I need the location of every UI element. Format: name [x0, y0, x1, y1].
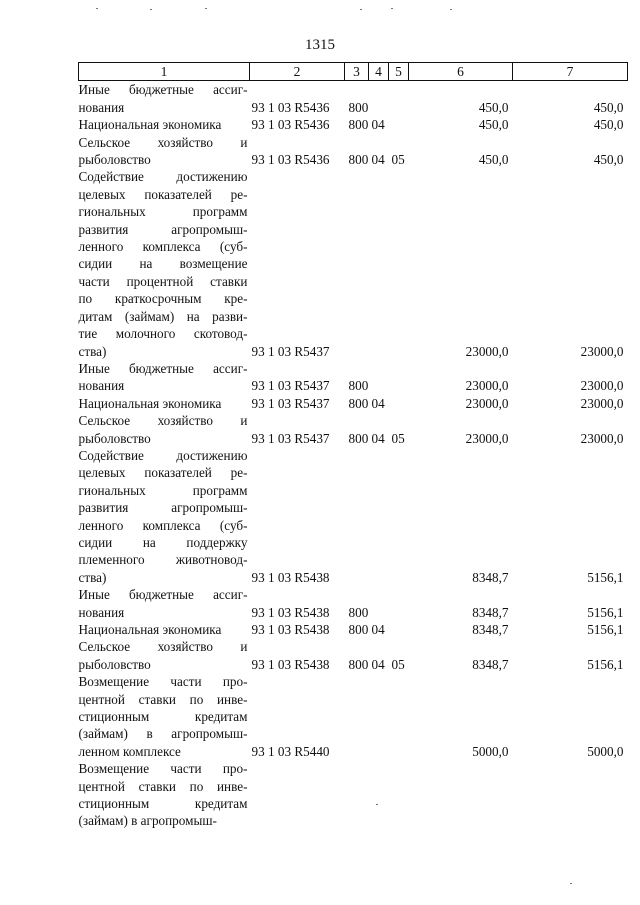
- row-name-cell: [79, 395, 250, 412]
- row-name-line: целевых показателей ре-: [78, 186, 248, 202]
- column-header-7: 7: [513, 63, 628, 81]
- row-c3-cell: 800: [348, 430, 369, 446]
- table-body: [79, 81, 628, 830]
- row-c5-cell: [389, 395, 409, 412]
- row-name-line: рыболовство: [78, 430, 151, 446]
- row-name-line: гиональных программ: [78, 204, 248, 220]
- row-c3-cell: 800: [348, 99, 369, 115]
- row-code-cell: 93 1 03 R5436: [251, 117, 330, 133]
- row-c6-cell: 8348,7: [472, 622, 509, 637]
- row-c6-cell: 450,0: [478, 99, 509, 115]
- row-c5-cell: [389, 447, 409, 586]
- row-name-line: ленном комплексе: [78, 743, 181, 759]
- column-header-4: 4: [369, 63, 389, 81]
- row-name-line: развития агропромыш-: [78, 221, 248, 237]
- row-c6-cell: 23000,0: [465, 378, 509, 394]
- table-row: [79, 638, 628, 673]
- row-c5-cell: [389, 586, 409, 621]
- row-name-line: стиционным кредитам: [78, 796, 248, 812]
- row-name-line: нования: [78, 99, 125, 115]
- row-name-line: нования: [78, 604, 125, 620]
- row-code-cell: 93 1 03 R5437: [251, 343, 330, 359]
- row-name-cell: [79, 447, 250, 586]
- row-name-line: Сельское хозяйство и: [78, 134, 248, 150]
- row-c7-cell: 23000,0: [580, 343, 624, 359]
- row-c3-cell: 800: [348, 378, 369, 394]
- scan-speck: [205, 8, 207, 9]
- row-c7-cell: 5156,1: [587, 604, 624, 620]
- row-c6-cell: 5000,0: [472, 743, 509, 759]
- row-name-cell: [79, 621, 250, 638]
- row-c4-cell: 04: [371, 117, 385, 133]
- row-name-line: дитам (займам) на разви-: [78, 308, 248, 324]
- row-name-cell: [79, 360, 250, 395]
- row-name-cell: [79, 586, 250, 621]
- row-c3-cell: 800: [348, 395, 369, 411]
- column-header-6: 6: [409, 63, 513, 81]
- row-c5-cell: 05: [391, 152, 405, 168]
- row-c7-cell: 5156,1: [587, 656, 624, 672]
- table-row: [79, 360, 628, 395]
- table-row: [79, 673, 628, 760]
- row-name-line: Иные бюджетные ассиг-: [78, 360, 248, 376]
- row-name-cell: [79, 638, 250, 673]
- row-c7-cell: 450,0: [593, 99, 624, 115]
- row-name-line: племенного животновод-: [78, 552, 248, 568]
- table-row: [79, 116, 628, 133]
- row-code-cell: 93 1 03 R5436: [251, 99, 330, 115]
- row-c7-cell: [513, 760, 628, 830]
- row-code-cell: 93 1 03 R5438: [251, 569, 330, 585]
- row-name-line: развития агропромыш-: [78, 500, 248, 516]
- row-code-cell: 93 1 03 R5437: [251, 430, 330, 446]
- column-header-5: 5: [389, 63, 409, 81]
- row-c7-cell: 23000,0: [580, 430, 624, 446]
- budget-table: [78, 62, 628, 830]
- row-name-line: сидии на возмещение: [78, 256, 248, 272]
- row-name-line: целевых показателей ре-: [78, 465, 248, 481]
- row-c4-cell: [369, 447, 389, 586]
- row-c7-cell: 5156,1: [587, 622, 624, 637]
- row-c4-cell: [369, 760, 389, 830]
- row-name-line: Содействие достижению: [78, 447, 248, 463]
- row-c3-cell: 800: [348, 604, 369, 620]
- scan-speck: [391, 8, 393, 9]
- row-name-line: Сельское хозяйство и: [78, 639, 248, 655]
- row-c5-cell: 05: [391, 656, 405, 672]
- row-name-line: Возмещение части про-: [78, 761, 248, 777]
- row-c6-cell: [409, 760, 513, 830]
- row-c7-cell: 450,0: [593, 152, 624, 168]
- row-c5-cell: 05: [391, 430, 405, 446]
- row-c7-cell: 5156,1: [587, 569, 624, 585]
- row-code-cell: 93 1 03 R5438: [251, 604, 330, 620]
- row-c3-cell: [345, 760, 369, 830]
- row-name-line: (займам) в агропромыш-: [78, 813, 217, 829]
- row-c4-cell: 04: [371, 395, 385, 411]
- row-name-line: нования: [78, 378, 125, 394]
- row-c4-cell: 04: [371, 622, 385, 637]
- row-code-cell: [250, 760, 345, 830]
- row-name-line: тие молочного скотовод-: [78, 326, 248, 342]
- row-c5-cell: [389, 621, 409, 638]
- row-name-line: Национальная экономика: [78, 395, 222, 411]
- column-header-3: 3: [345, 63, 369, 81]
- row-c4-cell: [369, 673, 389, 760]
- row-c7-cell: 23000,0: [580, 378, 624, 394]
- table-row: [79, 81, 628, 116]
- row-name-cell: [79, 81, 250, 116]
- table-row: [79, 586, 628, 621]
- row-name-line: Национальная экономика: [78, 622, 222, 637]
- row-c6-cell: 450,0: [478, 117, 509, 133]
- scan-speck: [96, 8, 98, 9]
- row-code-cell: 93 1 03 R5438: [251, 656, 330, 672]
- row-c3-cell: [345, 168, 369, 359]
- row-name-cell: [79, 412, 250, 447]
- row-c5-cell: [389, 760, 409, 830]
- row-c6-cell: 450,0: [478, 152, 509, 168]
- row-name-line: Сельское хозяйство и: [78, 413, 248, 429]
- row-name-cell: [79, 134, 250, 169]
- scan-speck: [376, 804, 378, 805]
- row-c4-cell: 04: [371, 430, 385, 446]
- row-c4-cell: 04: [371, 656, 385, 672]
- row-c6-cell: 8348,7: [472, 656, 509, 672]
- row-c6-cell: 23000,0: [465, 343, 509, 359]
- row-name-line: Иные бюджетные ассиг-: [78, 82, 248, 98]
- table-row: [79, 395, 628, 412]
- row-c4-cell: [369, 168, 389, 359]
- row-name-line: по краткосрочным кре-: [78, 291, 248, 307]
- table-row: [79, 760, 628, 830]
- row-name-line: центной ставки по инве-: [78, 778, 248, 794]
- row-c3-cell: 800: [348, 656, 369, 672]
- row-c6-cell: 8348,7: [472, 569, 509, 585]
- scan-speck: [360, 9, 362, 10]
- row-name-line: ства): [78, 343, 107, 359]
- row-c3-cell: [345, 673, 369, 760]
- row-c3-cell: 800: [348, 117, 369, 133]
- table-row: [79, 134, 628, 169]
- table-row: [79, 168, 628, 359]
- row-name-line: рыболовство: [78, 152, 151, 168]
- table-row: [79, 412, 628, 447]
- row-c4-cell: [369, 586, 389, 621]
- row-name-line: Национальная экономика: [78, 117, 222, 133]
- row-c4-cell: [369, 81, 389, 116]
- row-code-cell: 93 1 03 R5440: [251, 743, 330, 759]
- row-name-line: Иные бюджетные ассиг-: [78, 587, 248, 603]
- row-code-cell: 93 1 03 R5437: [251, 378, 330, 394]
- row-code-cell: 93 1 03 R5438: [251, 622, 330, 637]
- row-name-cell: [79, 116, 250, 133]
- row-c5-cell: [389, 673, 409, 760]
- row-name-line: гиональных программ: [78, 482, 248, 498]
- row-c5-cell: [389, 360, 409, 395]
- row-name-line: центной ставки по инве-: [78, 691, 248, 707]
- row-name-cell: [79, 760, 250, 830]
- row-name-line: Возмещение части про-: [78, 674, 248, 690]
- row-c6-cell: 8348,7: [472, 604, 509, 620]
- column-header-2: 2: [250, 63, 345, 81]
- table-row: [79, 621, 628, 638]
- row-name-line: ленного комплекса (суб-: [78, 239, 248, 255]
- row-c3-cell: 800: [348, 152, 369, 168]
- row-c6-cell: 23000,0: [465, 430, 509, 446]
- row-name-line: стиционным кредитам: [78, 709, 248, 725]
- scan-speck: [570, 883, 572, 884]
- row-name-line: сидии на поддержку: [78, 534, 248, 550]
- row-c6-cell: 23000,0: [465, 395, 509, 411]
- row-name-line: ленного комплекса (суб-: [78, 517, 248, 533]
- row-c7-cell: 5000,0: [587, 743, 624, 759]
- row-c4-cell: [369, 360, 389, 395]
- row-code-cell: 93 1 03 R5436: [251, 152, 330, 168]
- row-c7-cell: 450,0: [593, 117, 624, 133]
- row-c5-cell: [389, 168, 409, 359]
- row-c4-cell: 04: [371, 152, 385, 168]
- row-code-cell: 93 1 03 R5437: [251, 395, 330, 411]
- row-name-line: Содействие достижению: [78, 169, 248, 185]
- row-c5-cell: [389, 81, 409, 116]
- table-header-row: [79, 63, 628, 81]
- table-row: [79, 447, 628, 586]
- row-name-line: рыболовство: [78, 656, 151, 672]
- row-c3-cell: 800: [348, 622, 369, 637]
- scan-speck: [450, 9, 452, 10]
- column-header-1: 1: [79, 63, 250, 81]
- row-name-line: ства): [78, 569, 107, 585]
- row-name-line: части процентной ставки: [78, 273, 248, 289]
- page-number: 1315: [305, 37, 335, 53]
- row-name-cell: [79, 168, 250, 359]
- row-name-cell: [79, 673, 250, 760]
- row-name-line: (займам) в агропромыш-: [78, 726, 248, 742]
- row-c7-cell: 23000,0: [580, 395, 624, 411]
- row-c5-cell: [389, 116, 409, 133]
- scan-speck: [150, 9, 152, 10]
- row-c3-cell: [345, 447, 369, 586]
